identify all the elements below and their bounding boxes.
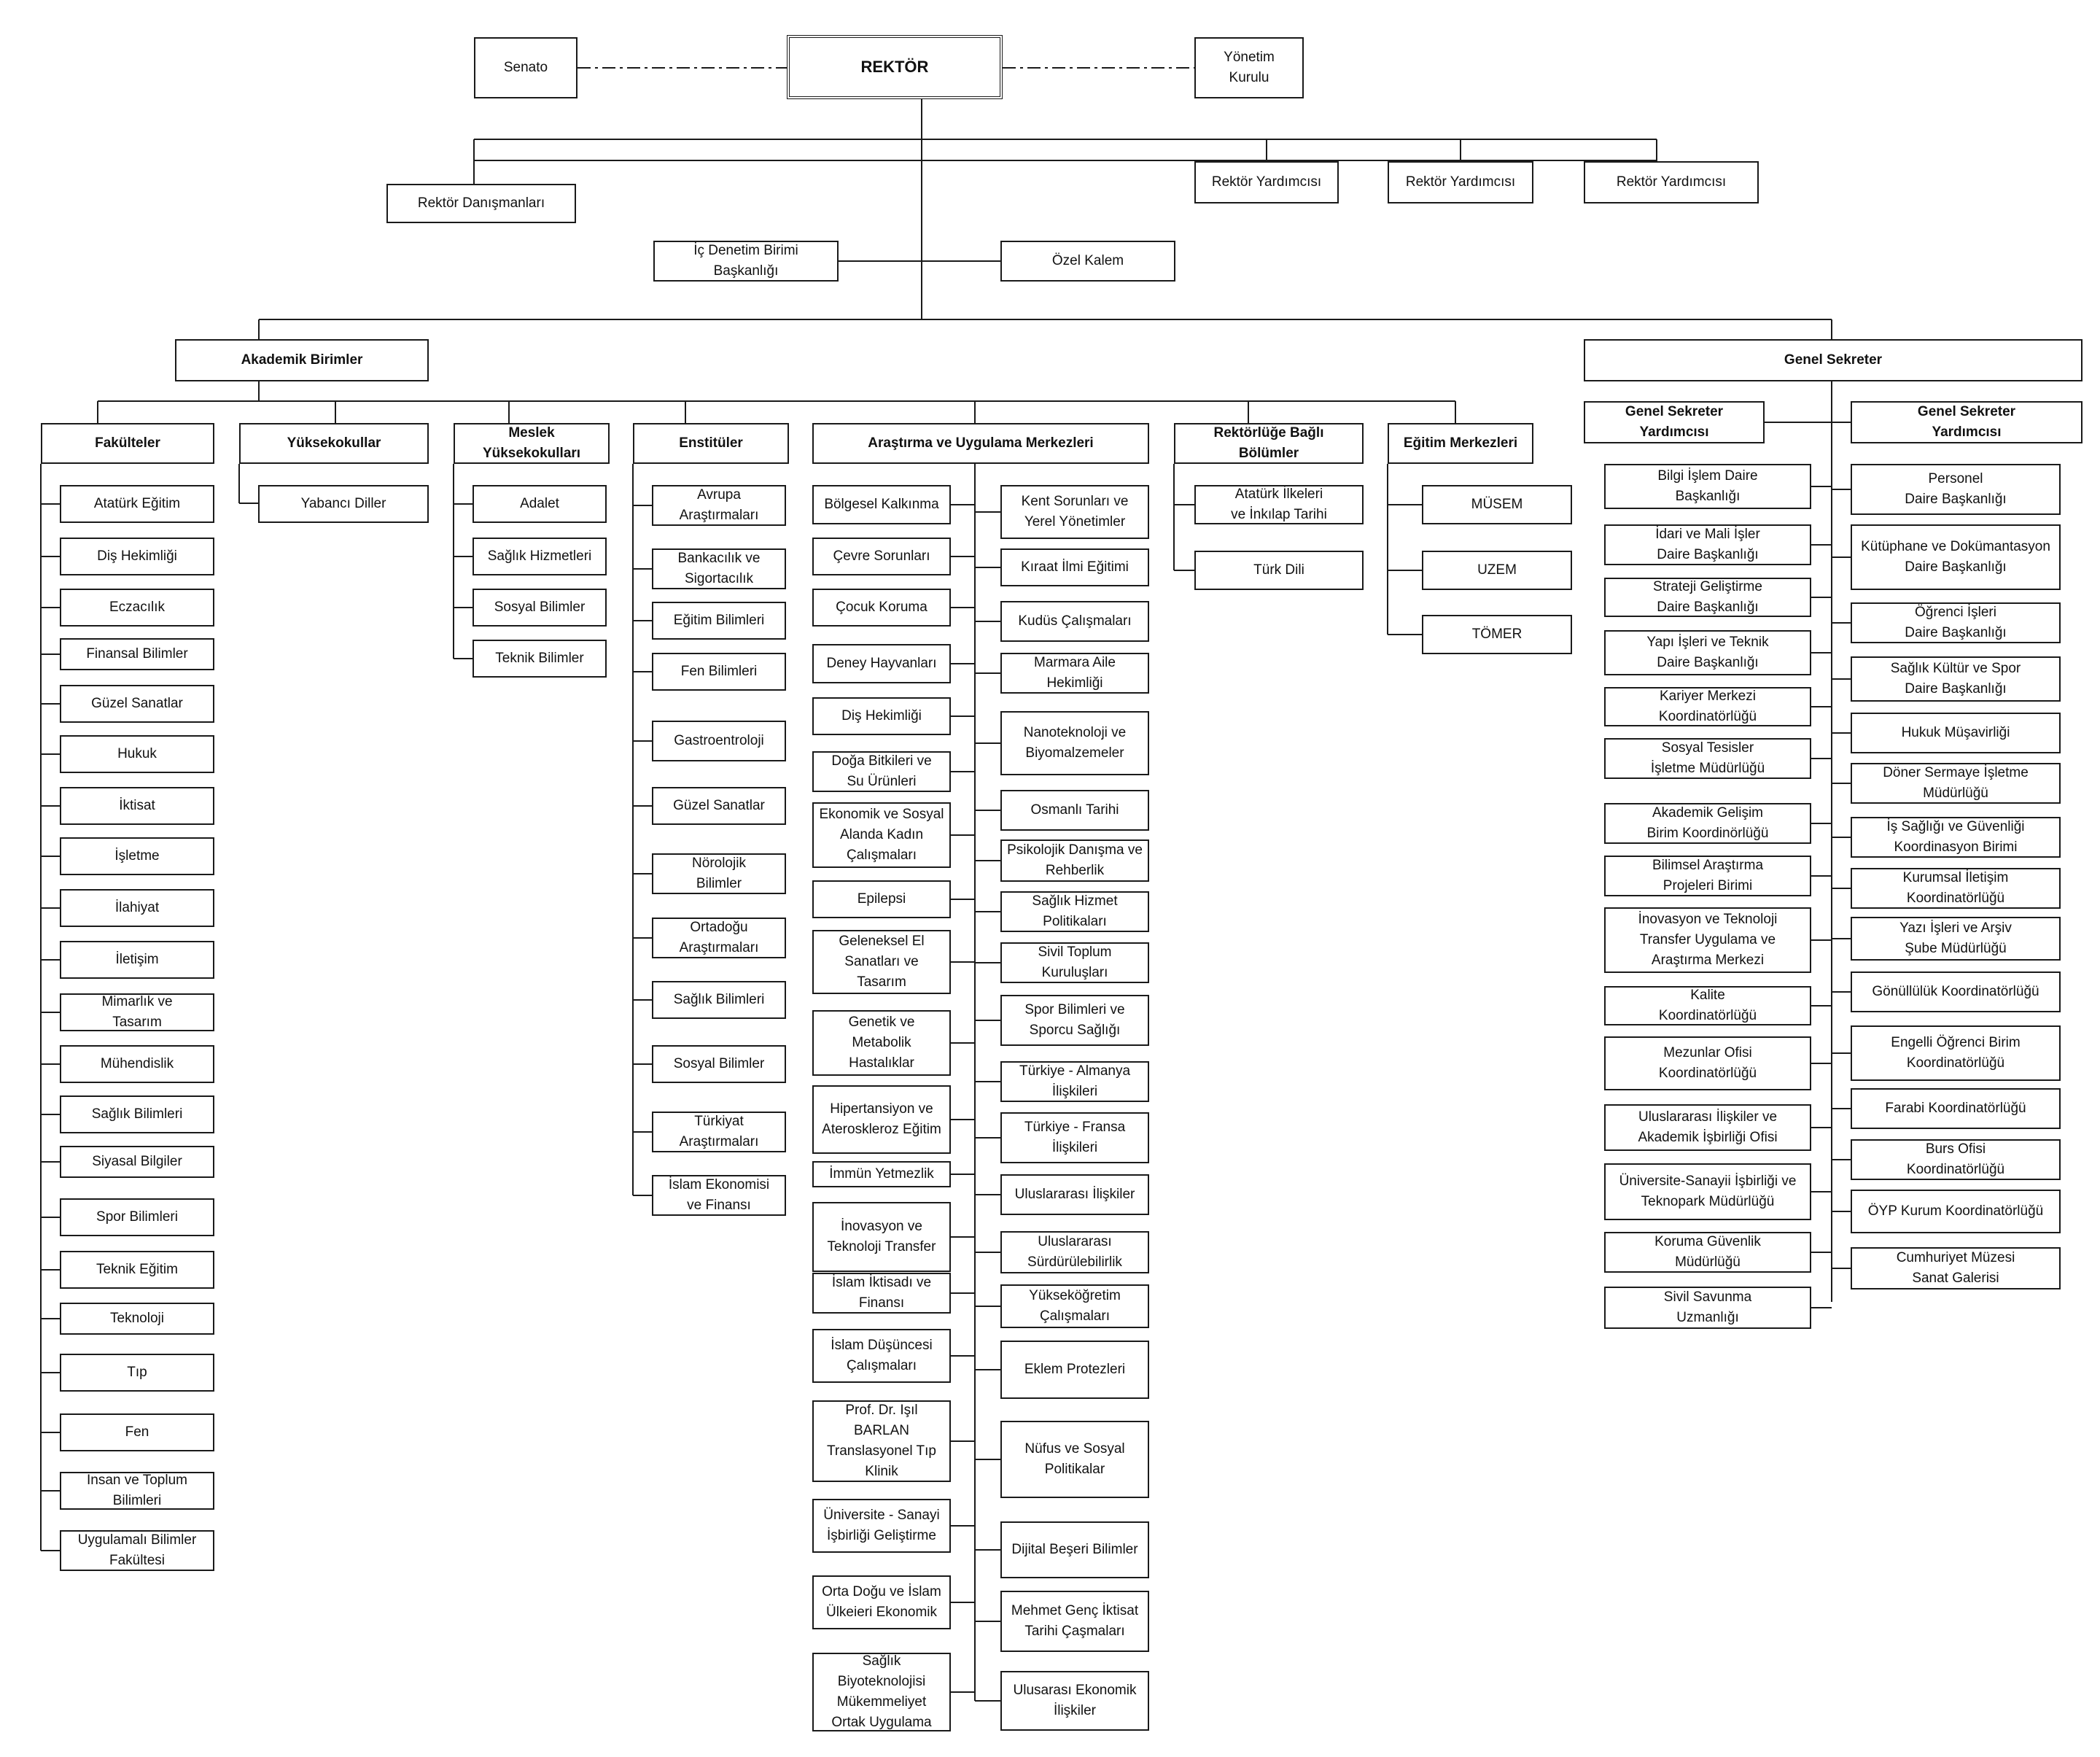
research-center-box: Uluslararası Sürdürülebilirlik	[1000, 1231, 1149, 1273]
faculty-box: Teknoloji	[60, 1303, 214, 1335]
secretary-unit-box: Bilimsel Araştırma Projeleri Birimi	[1604, 856, 1811, 896]
vocational-box: Teknik Bilimler	[472, 640, 607, 678]
research-center-box: Kudüs Çalışmaları	[1000, 601, 1149, 642]
faculty-box: Hukuk	[60, 735, 214, 773]
vice-rector-1-box: Rektör Yardımcısı	[1194, 161, 1339, 203]
schools-header: Yüksekokullar	[239, 423, 429, 464]
faculty-box: Tıp	[60, 1354, 214, 1392]
secretary-unit-box: Kütüphane ve Dokümantasyon Daire Başkanlığı	[1851, 524, 2061, 590]
research-center-box: Deney Hayvanları	[812, 644, 951, 683]
secretary-unit-box: Cumhuriyet Müzesi Sanat Galerisi	[1851, 1247, 2061, 1289]
edu-center-box: TÖMER	[1422, 615, 1572, 654]
research-center-box: Yükseköğretim Çalışmaları	[1000, 1284, 1149, 1328]
research-center-box: Çocuk Koruma	[812, 589, 951, 627]
secretary-unit-box: ÖYP Kurum Koordinatörlüğü	[1851, 1190, 2061, 1233]
secretary-unit-box: Koruma Güvenlik Müdürlüğü	[1604, 1232, 1811, 1273]
rector-advisors-box: Rektör Danışmanları	[386, 184, 576, 223]
internal-audit-box: İç Denetim Birimi Başkanlığı	[653, 241, 839, 282]
secretary-unit-box: Döner Sermaye İşletme Müdürlüğü	[1851, 763, 2061, 804]
research-center-box: İmmün Yetmezlik	[812, 1161, 951, 1187]
deputy-secretary-left-box: Genel Sekreter Yardımcısı	[1584, 401, 1765, 443]
faculty-box: İnsan ve Toplum Bilimleri	[60, 1472, 214, 1510]
research-center-box: Doğa Bitkileri ve Su Ürünleri	[812, 751, 951, 792]
institute-box: Nörolojik Bilimler	[652, 853, 786, 894]
secretary-unit-box: Öğrenci İşleri Daire Başkanlığı	[1851, 602, 2061, 643]
edu-center-box: UZEM	[1422, 551, 1572, 590]
faculty-box: Diş Hekimliği	[60, 538, 214, 575]
research-center-box: Uluslararası İlişkiler	[1000, 1174, 1149, 1215]
secretary-unit-box: Uluslararası İlişkiler ve Akademik İşbirliği Ofisi	[1604, 1104, 1811, 1151]
research-center-box: Mehmet Genç İktisat Tarihi Çaşmaları	[1000, 1591, 1149, 1652]
faculties-header: Fakülteler	[41, 423, 214, 464]
research-center-box: Sağlık Hizmet Politikaları	[1000, 891, 1149, 932]
research-center-box: Spor Bilimleri ve Sporcu Sağlığı	[1000, 995, 1149, 1046]
faculty-box: Spor Bilimleri	[60, 1198, 214, 1236]
research-center-box: Ekonomik ve Sosyal Alanda Kadın Çalışmaları	[812, 802, 951, 868]
faculty-box: Finansal Bilimler	[60, 638, 214, 670]
research-center-box: Nanoteknoloji ve Biyomalzemeler	[1000, 711, 1149, 775]
research-center-box: Eklem Protezleri	[1000, 1341, 1149, 1399]
institutes-header: Enstitüler	[633, 423, 789, 464]
private-office-box: Özel Kalem	[1000, 241, 1175, 282]
institute-box: Fen Bilimleri	[652, 653, 786, 691]
secretary-unit-box: Mezunlar Ofisi Koordinatörlüğü	[1604, 1036, 1811, 1090]
rector-dept-box: Türk Dili	[1194, 551, 1364, 590]
research-center-box: Marmara Aile Hekimliği	[1000, 653, 1149, 694]
faculty-box: Sağlık Bilimleri	[60, 1095, 214, 1133]
secretary-unit-box: Hukuk Müşavirliği	[1851, 713, 2061, 753]
secretary-unit-box: Gönüllülük Koordinatörlüğü	[1851, 971, 2061, 1012]
vocational-box: Sağlık Hizmetleri	[472, 538, 607, 575]
secretary-unit-box: Farabi Koordinatörlüğü	[1851, 1088, 2061, 1129]
edu-center-box: MÜSEM	[1422, 485, 1572, 524]
edu-centers-header: Eğitim Merkezleri	[1388, 423, 1533, 464]
faculty-box: Eczacılık	[60, 589, 214, 627]
secretary-unit-box: Sağlık Kültür ve Spor Daire Başkanlığı	[1851, 656, 2061, 702]
research-center-box: İslam Düşüncesi Çalışmaları	[812, 1329, 951, 1383]
research-center-box: Dijital Beşeri Bilimler	[1000, 1521, 1149, 1578]
secretary-unit-box: İş Sağlığı ve Güvenliği Koordinasyon Birimi	[1851, 817, 2061, 858]
research-center-box: Nüfus ve Sosyal Politikalar	[1000, 1421, 1149, 1498]
secretary-unit-box: Sivil Savunma Uzmanlığı	[1604, 1287, 1811, 1329]
vocational-box: Adalet	[472, 485, 607, 523]
research-center-box: Hipertansiyon ve Ateroskleroz Eğitim	[812, 1085, 951, 1154]
secretary-unit-box: Kurumsal İletişim Koordinatörlüğü	[1851, 868, 2061, 909]
research-center-box: Türkiye - Almanya İlişkileri	[1000, 1061, 1149, 1102]
research-center-box: Üniversite - Sanayi İşbirliği Geliştirme	[812, 1499, 951, 1553]
faculty-box: İletişim	[60, 941, 214, 979]
secretary-unit-box: Bilgi İşlem Daire Başkanlığı	[1604, 464, 1811, 509]
secretary-unit-box: İdari ve Mali İşler Daire Başkanlığı	[1604, 524, 1811, 565]
secretary-unit-box: İnovasyon ve Teknoloji Transfer Uygulama ve Araştırma Merkezi	[1604, 907, 1811, 973]
rector-box: REKTÖR	[787, 35, 1003, 99]
secretary-unit-box: Üniversite-Sanayii İşbirliği ve Teknopark Müdürlüğü	[1604, 1163, 1811, 1220]
faculty-box: Teknik Eğitim	[60, 1251, 214, 1289]
secretary-unit-box: Kariyer Merkezi Koordinatörlüğü	[1604, 687, 1811, 726]
general-secretary-box: Genel Sekreter	[1584, 339, 2082, 381]
institute-box: Sağlık Bilimleri	[652, 981, 786, 1019]
board-box: Yönetim Kurulu	[1194, 37, 1304, 98]
research-center-box: Kıraat İlmi Eğitimi	[1000, 548, 1149, 586]
secretary-unit-box: Burs Ofisi Koordinatörlüğü	[1851, 1139, 2061, 1180]
school-box: Yabancı Diller	[258, 485, 429, 523]
secretary-unit-box: Kalite Koordinatörlüğü	[1604, 986, 1811, 1025]
research-center-box: Diş Hekimliği	[812, 697, 951, 735]
faculty-box: İlahiyat	[60, 889, 214, 927]
research-center-box: Sivil Toplum Kuruluşları	[1000, 942, 1149, 983]
research-centers-header: Araştırma ve Uygulama Merkezleri	[812, 423, 1149, 464]
faculty-box: İşletme	[60, 837, 214, 875]
faculty-box: Fen	[60, 1413, 214, 1451]
institute-box: Bankacılık ve Sigortacılık	[652, 548, 786, 589]
research-center-box: Çevre Sorunları	[812, 538, 951, 575]
rector-depts-header: Rektörlüğe Bağlı Bölümler	[1174, 423, 1364, 464]
secretary-unit-box: Sosyal Tesisler İşletme Müdürlüğü	[1604, 738, 1811, 779]
faculty-box: İktisat	[60, 787, 214, 825]
research-center-box: Türkiye - Fransa İlişkileri	[1000, 1112, 1149, 1163]
research-center-box: Bölgesel Kalkınma	[812, 485, 951, 524]
faculty-box: Mühendislik	[60, 1045, 214, 1083]
secretary-unit-box: Yapı İşleri ve Teknik Daire Başkanlığı	[1604, 630, 1811, 675]
research-center-box: Psikolojik Danışma ve Rehberlik	[1000, 839, 1149, 882]
secretary-unit-box: Personel Daire Başkanlığı	[1851, 464, 2061, 515]
research-center-box: Osmanlı Tarihi	[1000, 790, 1149, 831]
institute-box: Ortadoğu Araştırmaları	[652, 918, 786, 958]
institute-box: İslam Ekonomisi ve Finansı	[652, 1175, 786, 1216]
faculty-box: Uygulamalı Bilimler Fakültesi	[60, 1530, 214, 1571]
institute-box: Gastroentroloji	[652, 721, 786, 761]
research-center-box: Genetik ve Metabolik Hastalıklar	[812, 1010, 951, 1076]
secretary-unit-box: Strateji Geliştirme Daire Başkanlığı	[1604, 578, 1811, 617]
institute-box: Sosyal Bilimler	[652, 1045, 786, 1083]
deputy-secretary-right-box: Genel Sekreter Yardımcısı	[1851, 401, 2082, 443]
research-center-box: Geleneksel El Sanatları ve Tasarım	[812, 930, 951, 994]
research-center-box: Sağlık Biyoteknolojisi Mükemmeliyet Ortak Uygulama	[812, 1653, 951, 1731]
institute-box: Eğitim Bilimleri	[652, 602, 786, 640]
secretary-unit-box: Akademik Gelişim Birim Koordinörlüğü	[1604, 803, 1811, 844]
secretary-unit-box: Yazı İşleri ve Arşiv Şube Müdürlüğü	[1851, 917, 2061, 961]
research-center-box: İslam İktisadı ve Finansı	[812, 1273, 951, 1314]
faculty-box: Siyasal Bilgiler	[60, 1146, 214, 1178]
institute-box: Güzel Sanatlar	[652, 787, 786, 825]
vice-rector-3-box: Rektör Yardımcısı	[1584, 161, 1759, 203]
research-center-box: Orta Doğu ve İslam Ülkeieri Ekonomik	[812, 1575, 951, 1629]
research-center-box: Epilepsi	[812, 880, 951, 918]
institute-box: Avrupa Araştırmaları	[652, 485, 786, 526]
vocational-box: Sosyal Bilimler	[472, 589, 607, 627]
secretary-unit-box: Engelli Öğrenci Birim Koordinatörlüğü	[1851, 1025, 2061, 1081]
faculty-box: Atatürk Eğitim	[60, 485, 214, 523]
research-center-box: Prof. Dr. Işıl BARLAN Translasyonel Tıp Klinik	[812, 1400, 951, 1482]
senate-box: Senato	[474, 37, 578, 98]
research-center-box: Ulusarası Ekonomik İlişkiler	[1000, 1671, 1149, 1731]
research-center-box: İnovasyon ve Teknoloji Transfer	[812, 1202, 951, 1272]
faculty-box: Mimarlık ve Tasarım	[60, 993, 214, 1031]
academic-units-box: Akademik Birimler	[175, 339, 429, 381]
vocational-header: Meslek Yüksekokulları	[454, 423, 610, 464]
faculty-box: Güzel Sanatlar	[60, 685, 214, 723]
vice-rector-2-box: Rektör Yardımcısı	[1388, 161, 1533, 203]
rector-dept-box: Atatürk İlkeleri ve İnkılap Tarihi	[1194, 485, 1364, 524]
institute-box: Türkiyat Araştırmaları	[652, 1112, 786, 1152]
research-center-box: Kent Sorunları ve Yerel Yönetimler	[1000, 485, 1149, 539]
